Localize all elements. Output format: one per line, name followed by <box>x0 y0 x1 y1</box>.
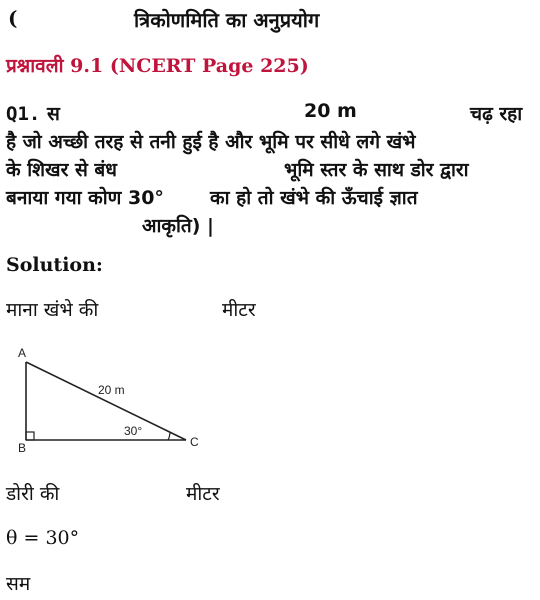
exercise-label-english: 9.1 (NCERT Page 225) <box>70 55 309 77</box>
vertex-label-a: A <box>18 346 27 360</box>
question-line1-start: स <box>46 103 60 125</box>
solution-line2-end: मीटर <box>186 483 220 505</box>
question-line4-start: बनाया गया कोण 30° <box>6 187 164 209</box>
solution-line4-partial: सम <box>6 573 31 595</box>
solution-line2-start: डोरी की <box>6 483 60 505</box>
open-paren: ( <box>8 6 18 30</box>
solution-heading: Solution: <box>6 254 103 276</box>
question-line3-start: के शिखर से बंध <box>6 159 117 181</box>
triangle-diagram <box>8 340 228 460</box>
exercise-label-hindi: प्रश्नावली <box>6 55 64 77</box>
question-line4-end: का हो तो खंभे की ऊँचाई ज्ञात <box>210 187 418 209</box>
solution-line1-end: मीटर <box>222 299 256 321</box>
solution-line1-start: माना खंभे की <box>6 299 99 321</box>
vertex-label-c: C <box>190 435 199 449</box>
right-angle-marker <box>26 432 34 440</box>
hypotenuse-length-label: 20 m <box>98 383 125 397</box>
question-line1-end: चढ़ रहा <box>470 103 523 125</box>
question-line3-end: भूमि स्तर के साथ डोर द्वारा <box>284 159 469 181</box>
vertex-label-b: B <box>18 441 27 455</box>
question-line-5: आकृति) | <box>142 215 214 237</box>
question-length: 20 m <box>304 100 357 122</box>
chapter-header <box>8 6 320 32</box>
chapter-title: त्रिकोणमिति का अनुप्रयोग <box>134 8 320 32</box>
angle-arc <box>168 432 170 440</box>
exercise-heading <box>6 52 309 78</box>
question-line-1 <box>6 100 60 126</box>
side-ac-hypotenuse <box>26 362 186 440</box>
question-number: Q1. <box>6 103 41 125</box>
question-line-2: है जो अच्छी तरह से तनी हुई है और भूमि पर सीधे लगे खंभे <box>6 131 416 153</box>
angle-label: 30° <box>124 424 143 438</box>
theta-equation: θ = 30° <box>6 527 80 549</box>
